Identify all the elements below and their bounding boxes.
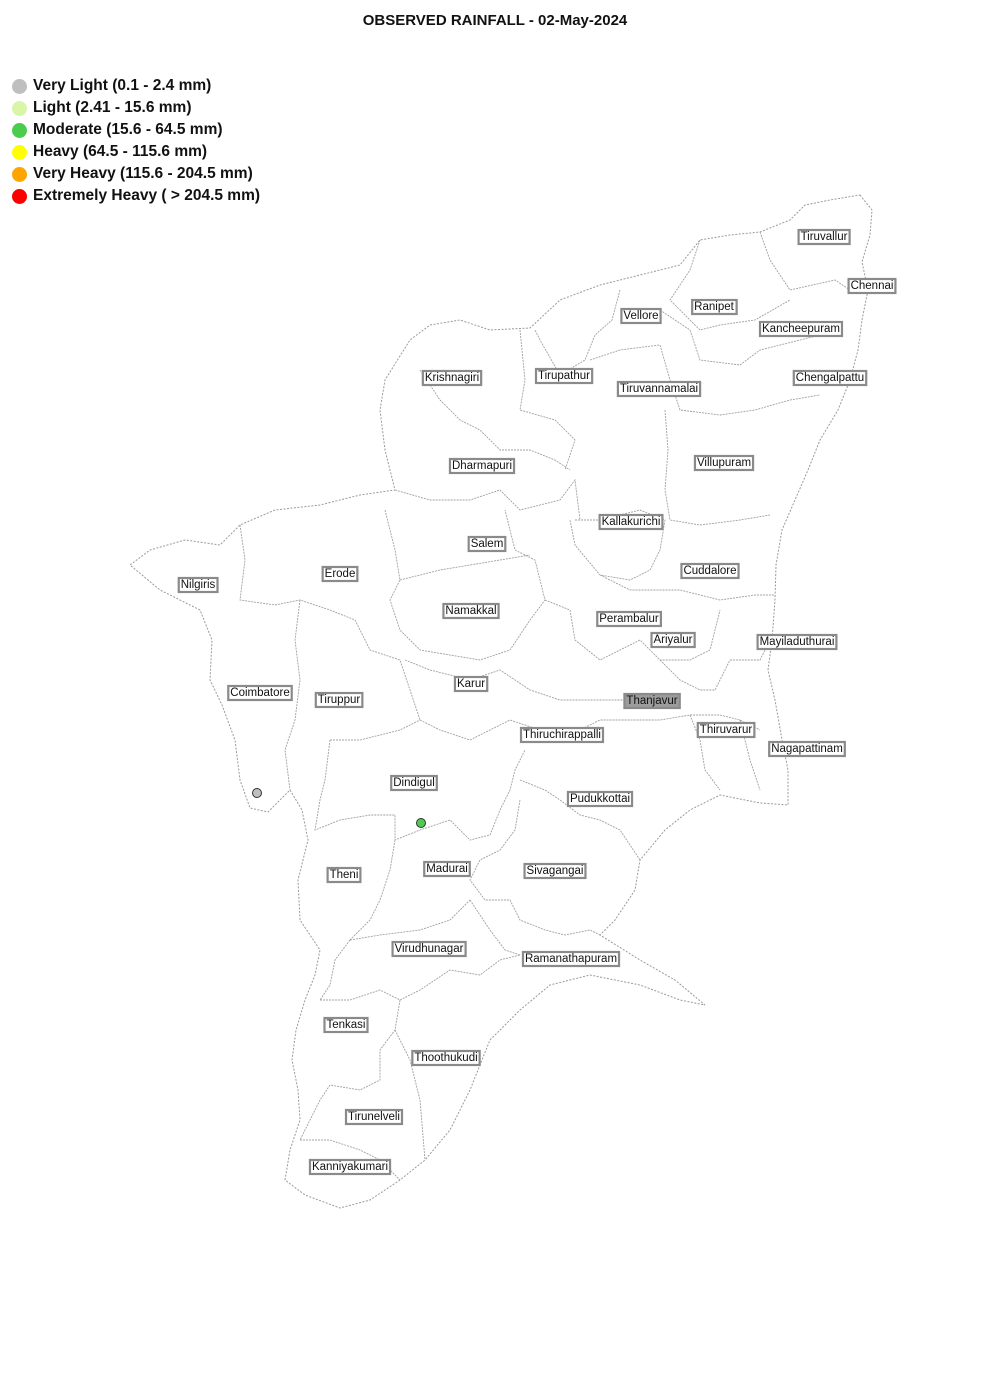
- district-thanjavur: [624, 694, 679, 708]
- district-coimbatore: [228, 686, 291, 700]
- district-salem: [469, 537, 506, 551]
- district-label-thiruchirappalli: Thiruchirappalli: [523, 729, 601, 741]
- district-ramanathapuram: [523, 952, 619, 966]
- district-label-virudhunagar: Virudhunagar: [394, 943, 464, 955]
- district-label-salem: Salem: [470, 538, 504, 550]
- legend-label-moderate: Moderate (15.6 - 64.5 mm): [33, 121, 223, 138]
- district-label-tirupathur: Tirupathur: [538, 370, 590, 382]
- district-vellore: [621, 309, 660, 323]
- district-krishnagiri: [423, 371, 481, 385]
- district-nagapattinam: [769, 742, 845, 756]
- district-dindigul: [391, 776, 437, 790]
- district-thiruchirappalli: [521, 728, 603, 742]
- district-label-tiruppur: Tiruppur: [317, 694, 361, 706]
- district-label-nagapattinam: Nagapattinam: [771, 743, 843, 755]
- district-karur: [455, 677, 487, 691]
- rainfall-stations: [253, 789, 426, 828]
- map-title: OBSERVED RAINFALL - 02-May-2024: [362, 12, 628, 29]
- district-theni: [328, 868, 361, 882]
- district-kanniyakumari: [310, 1160, 390, 1174]
- district-chennai: [849, 279, 896, 293]
- district-tiruvannamalai: [618, 382, 700, 396]
- district-perambalur: [597, 612, 661, 626]
- station-marker-1: [253, 789, 262, 798]
- district-label-erode: Erode: [324, 568, 356, 580]
- district-thiruvarur: [698, 723, 755, 737]
- district-label-chengalpattu: Chengalpattu: [795, 372, 865, 384]
- district-label-vellore: Vellore: [623, 310, 659, 322]
- district-label-tiruvallur: Tiruvallur: [800, 231, 848, 243]
- district-tenkasi: [325, 1018, 368, 1032]
- district-kallakurichi: [600, 515, 663, 529]
- district-label-ariyalur: Ariyalur: [653, 634, 693, 646]
- district-erode: [323, 567, 358, 581]
- district-label-thanjavur: Thanjavur: [626, 695, 678, 707]
- legend-label-very-heavy: Very Heavy (115.6 - 204.5 mm): [33, 165, 253, 182]
- district-label-kanniyakumari: Kanniyakumari: [311, 1161, 389, 1173]
- district-labels: [179, 230, 896, 1174]
- district-label-tirunelveli: Tirunelveli: [348, 1111, 400, 1123]
- state-outline: [130, 195, 872, 1208]
- district-pudukkottai: [568, 792, 632, 806]
- district-label-krishnagiri: Krishnagiri: [424, 372, 480, 384]
- district-tirupathur: [536, 369, 592, 383]
- district-label-chennai: Chennai: [850, 280, 894, 292]
- district-label-perambalur: Perambalur: [599, 613, 659, 625]
- district-label-theni: Theni: [329, 869, 359, 881]
- district-virudhunagar: [393, 942, 466, 956]
- district-sivagangai: [525, 864, 586, 878]
- district-namakkal: [443, 604, 498, 618]
- legend-label-very-light: Very Light (0.1 - 2.4 mm): [33, 77, 212, 94]
- district-label-madurai: Madurai: [426, 863, 468, 875]
- district-label-thoothukudi: Thoothukudi: [414, 1052, 478, 1064]
- district-label-kancheepuram: Kancheepuram: [762, 323, 840, 335]
- district-ariyalur: [652, 633, 695, 647]
- district-label-kallakurichi: Kallakurichi: [601, 516, 661, 528]
- district-villupuram: [695, 456, 753, 470]
- district-thoothukudi: [412, 1051, 479, 1065]
- district-label-tenkasi: Tenkasi: [326, 1019, 366, 1031]
- station-marker-2: [417, 819, 426, 828]
- district-nilgiris: [179, 578, 218, 592]
- district-label-pudukkottai: Pudukkottai: [569, 793, 631, 805]
- district-label-namakkal: Namakkal: [445, 605, 497, 617]
- district-tiruppur: [316, 693, 363, 707]
- district-tiruvallur: [799, 230, 850, 244]
- district-label-cuddalore: Cuddalore: [683, 565, 737, 577]
- district-label-ramanathapuram: Ramanathapuram: [524, 953, 618, 965]
- district-label-mayiladuthurai: Mayiladuthurai: [759, 636, 835, 648]
- legend-label-heavy: Heavy (64.5 - 115.6 mm): [33, 143, 208, 160]
- district-tirunelveli: [346, 1110, 402, 1124]
- district-mayiladuthurai: [758, 635, 837, 649]
- legend-label-light: Light (2.41 - 15.6 mm): [33, 99, 192, 116]
- district-kancheepuram: [760, 322, 842, 336]
- legend-label-extremely-heavy: Extremely Heavy ( > 204.5 mm): [33, 187, 261, 204]
- district-label-villupuram: Villupuram: [696, 457, 752, 469]
- district-madurai: [424, 862, 470, 876]
- district-dharmapuri: [450, 459, 514, 473]
- district-label-sivagangai: Sivagangai: [526, 865, 584, 877]
- district-label-karur: Karur: [456, 678, 486, 690]
- district-label-dindigul: Dindigul: [393, 777, 435, 789]
- district-ranipet: [692, 300, 736, 314]
- district-label-dharmapuri: Dharmapuri: [451, 460, 513, 472]
- district-chengalpattu: [794, 371, 866, 385]
- district-label-ranipet: Ranipet: [694, 301, 734, 313]
- district-label-coimbatore: Coimbatore: [230, 687, 290, 699]
- district-label-thiruvarur: Thiruvarur: [699, 724, 753, 736]
- district-label-nilgiris: Nilgiris: [180, 579, 216, 591]
- district-label-tiruvannamalai: Tiruvannamalai: [619, 383, 699, 395]
- district-cuddalore: [681, 564, 738, 578]
